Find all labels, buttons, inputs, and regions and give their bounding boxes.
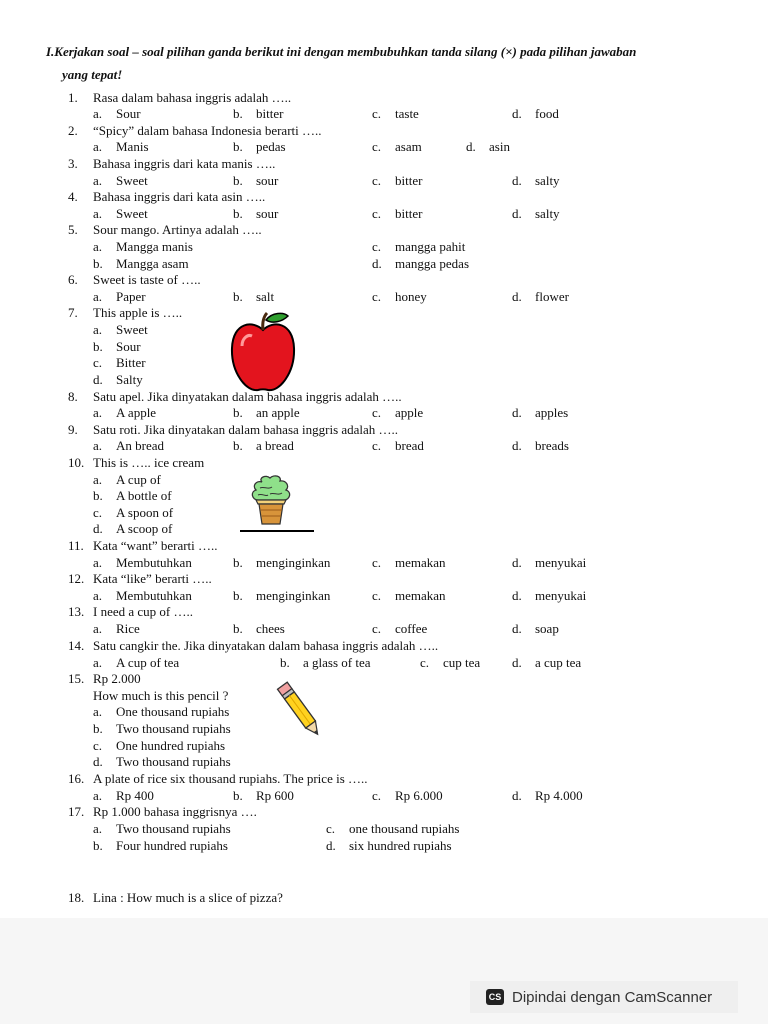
option[interactable]: a. An bread	[93, 438, 165, 453]
option[interactable]: d. salty	[512, 206, 560, 221]
option[interactable]: a. One thousand rupiahs	[93, 704, 230, 719]
option[interactable]: b. A bottle of	[93, 488, 172, 503]
option[interactable]: b. Sour	[93, 339, 141, 354]
apple-image	[228, 310, 298, 394]
option[interactable]: d. asin	[466, 139, 510, 154]
option[interactable]: a. Sweet	[93, 322, 148, 337]
question-3: 3. Bahasa inggris dari kata manis …..	[68, 156, 276, 171]
question-1: 1. Rasa dalam bahasa inggris adalah …..	[68, 90, 292, 105]
option[interactable]: d. breads	[512, 438, 569, 453]
question-16: 16. A plate of rice six thousand rupiahs. The price is …..	[68, 771, 368, 786]
option[interactable]: c. memakan	[372, 555, 446, 570]
option[interactable]: b. chees	[233, 621, 285, 636]
camscanner-logo-icon: CS	[486, 989, 504, 1005]
option[interactable]: a. A cup of tea	[93, 655, 180, 670]
option[interactable]: c. one thousand rupiahs	[326, 821, 460, 836]
option[interactable]: c. apple	[372, 405, 424, 420]
option[interactable]: b. a glass of tea	[280, 655, 371, 670]
option[interactable]: b. sour	[233, 173, 279, 188]
option[interactable]: a. Rice	[93, 621, 140, 636]
option[interactable]: d. Rp 4.000	[512, 788, 583, 803]
question-11: 11. Kata “want” berarti …..	[68, 538, 218, 553]
instruction-line-1: I.Kerjakan soal – soal pilihan ganda berikut ini dengan membubuhkan tanda silang (×) pada pilihan jawaban	[46, 44, 637, 59]
instruction-line-2: yang tepat!	[62, 67, 123, 82]
option[interactable]: a. A cup of	[93, 472, 161, 487]
option[interactable]: d. apples	[512, 405, 569, 420]
option[interactable]: d. menyukai	[512, 555, 587, 570]
option[interactable]: b. menginginkan	[233, 555, 331, 570]
option[interactable]: a. Two thousand rupiahs	[93, 821, 231, 836]
option[interactable]: c. bitter	[372, 206, 423, 221]
option[interactable]: d. a cup tea	[512, 655, 582, 670]
option[interactable]: a. Sweet	[93, 173, 148, 188]
option[interactable]: d. A scoop of	[93, 521, 173, 536]
option[interactable]: c. A spoon of	[93, 505, 174, 520]
question-9: 9. Satu roti. Jika dinyatakan dalam bahasa inggris adalah …..	[68, 422, 399, 437]
question-13: 13. I need a cup of …..	[68, 604, 193, 619]
option[interactable]: a. Sweet	[93, 206, 148, 221]
question-17: 17. Rp 1.000 bahasa inggrisnya ….	[68, 804, 257, 819]
question-15: 15. Rp 2.000	[68, 671, 141, 686]
option[interactable]: b. bitter	[233, 106, 284, 121]
option[interactable]: c. bread	[372, 438, 424, 453]
option[interactable]: d. Salty	[93, 372, 143, 387]
question-2: 2. “Spicy” dalam bahasa Indonesia berarti …..	[68, 123, 322, 138]
option[interactable]: d. Two thousand rupiahs	[93, 754, 231, 769]
option[interactable]: a. Rp 400	[93, 788, 154, 803]
option[interactable]: a. Manis	[93, 139, 149, 154]
option[interactable]: a. Sour	[93, 106, 141, 121]
option[interactable]: c. honey	[372, 289, 427, 304]
option[interactable]: a. Membutuhkan	[93, 588, 192, 603]
option[interactable]: d. flower	[512, 289, 569, 304]
option[interactable]: b. menginginkan	[233, 588, 331, 603]
option[interactable]: d. salty	[512, 173, 560, 188]
option[interactable]: a. A apple	[93, 405, 157, 420]
option[interactable]: b. sour	[233, 206, 279, 221]
option[interactable]: a. Mangga manis	[93, 239, 193, 254]
pencil-image	[272, 678, 328, 742]
option[interactable]: d. menyukai	[512, 588, 587, 603]
question-5: 5. Sour mango. Artinya adalah …..	[68, 222, 262, 237]
question-18: 18. Lina : How much is a slice of pizza?	[68, 890, 283, 905]
option[interactable]: c. memakan	[372, 588, 446, 603]
camscanner-watermark	[470, 981, 738, 1013]
question-6: 6. Sweet is taste of …..	[68, 272, 201, 287]
question-15-subtext: How much is this pencil ?	[93, 688, 229, 703]
option[interactable]: b. a bread	[233, 438, 294, 453]
question-12: 12. Kata “like” berarti …..	[68, 571, 212, 586]
camscanner-label: Dipindai dengan CamScanner	[512, 988, 713, 1006]
option[interactable]: c. bitter	[372, 173, 423, 188]
option[interactable]: b. Two thousand rupiahs	[93, 721, 231, 736]
option[interactable]: d. food	[512, 106, 559, 121]
ice-cream-cone-image	[240, 474, 314, 536]
option[interactable]: c. coffee	[372, 621, 428, 636]
option[interactable]: c. mangga pahit	[372, 239, 466, 254]
option[interactable]: c. cup tea	[420, 655, 481, 670]
question-8: 8. Satu apel. Jika dinyatakan dalam bahasa inggris adalah …..	[68, 389, 402, 404]
option[interactable]: c. taste	[372, 106, 419, 121]
option[interactable]: d. six hundred rupiahs	[326, 838, 452, 853]
option[interactable]: c. Rp 6.000	[372, 788, 443, 803]
question-7: 7. This apple is …..	[68, 305, 183, 320]
option[interactable]: b. salt	[233, 289, 275, 304]
option[interactable]: d. mangga pedas	[372, 256, 470, 271]
option[interactable]: c. One hundred rupiahs	[93, 738, 226, 753]
option[interactable]: c. asam	[372, 139, 422, 154]
option[interactable]: b. an apple	[233, 405, 300, 420]
option[interactable]: b. Rp 600	[233, 788, 294, 803]
question-14: 14. Satu cangkir the. Jika dinyatakan dalam bahasa inggris adalah …..	[68, 638, 439, 653]
option[interactable]: a. Membutuhkan	[93, 555, 192, 570]
option[interactable]: b. Mangga asam	[93, 256, 189, 271]
option[interactable]: a. Paper	[93, 289, 146, 304]
option[interactable]: d. soap	[512, 621, 559, 636]
option[interactable]: b. Four hundred rupiahs	[93, 838, 228, 853]
question-4: 4. Bahasa inggris dari kata asin …..	[68, 189, 266, 204]
option[interactable]: c. Bitter	[93, 355, 146, 370]
question-10: 10. This is ….. ice cream	[68, 455, 205, 470]
option[interactable]: b. pedas	[233, 139, 286, 154]
